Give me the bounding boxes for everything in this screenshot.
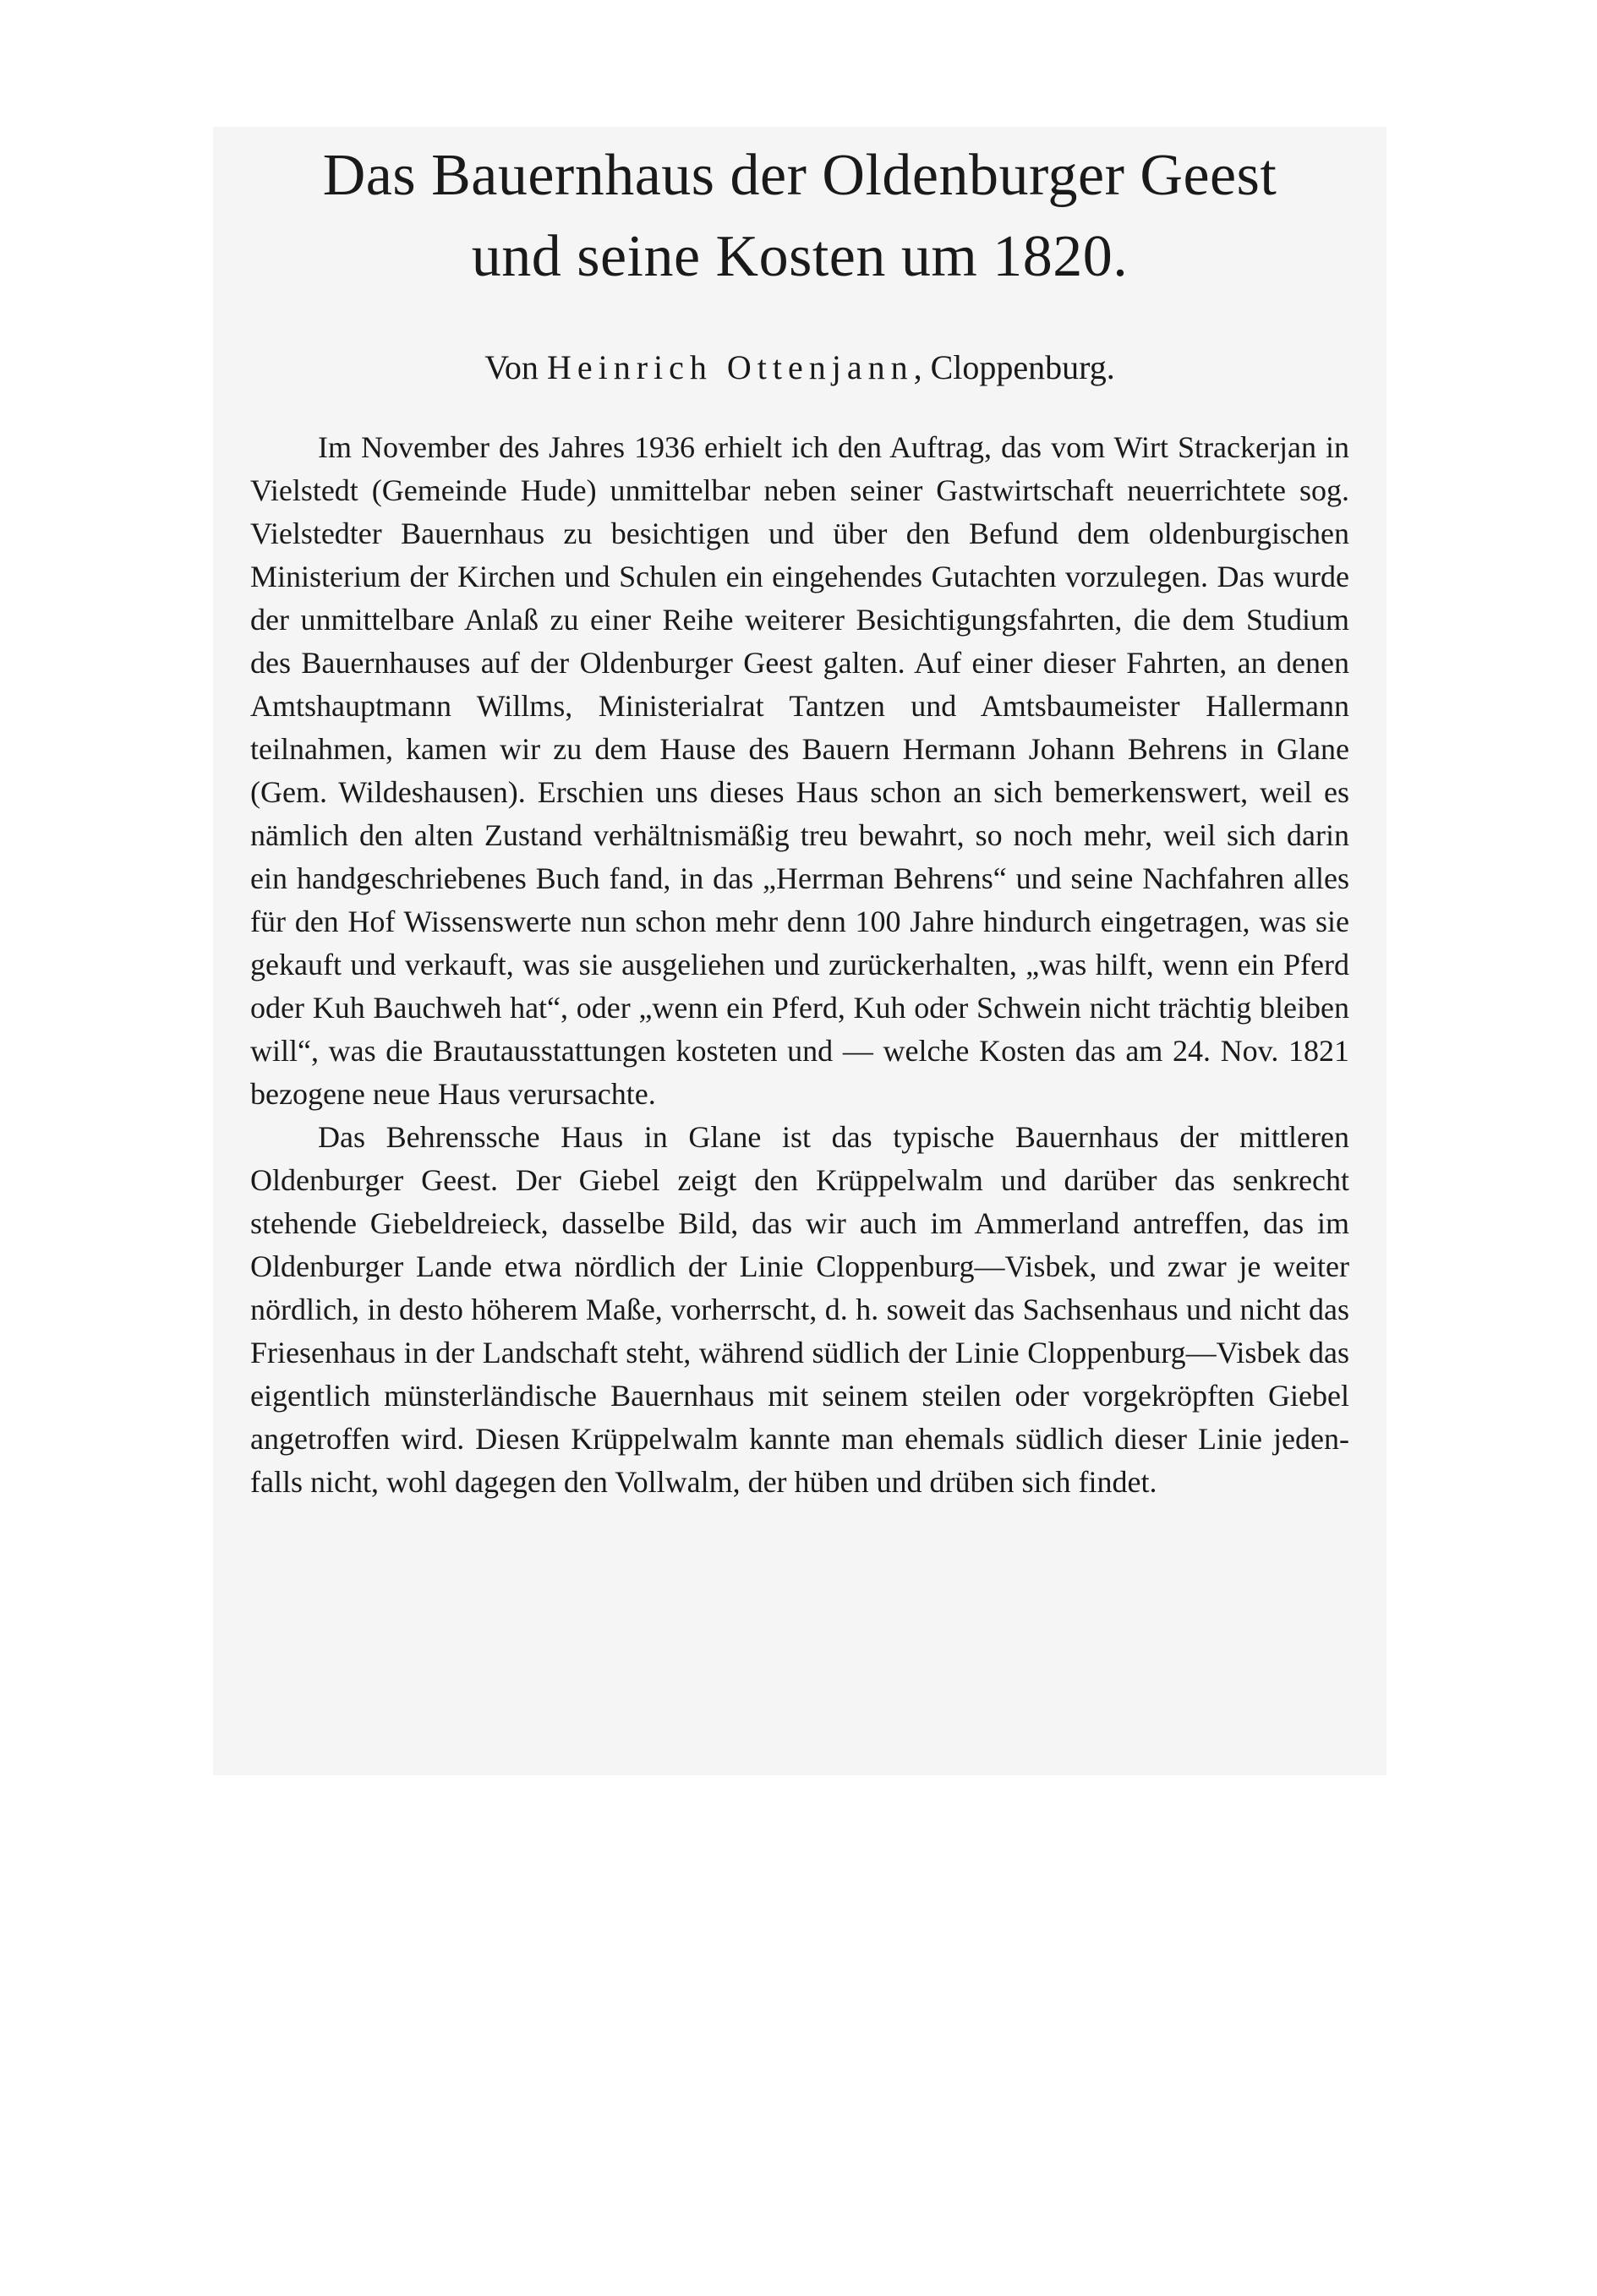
article-page [250, 135, 1349, 1504]
byline-prefix: Von [484, 348, 547, 386]
author-byline [250, 347, 1349, 389]
body-paragraph-1: Im November des Jahres 1936 erhielt ich den Auftrag, das vom Wirt Strackerjan in Vielstedt (Gemeinde Hude) unmittelbar neben seiner Gastwirtschaft neuerrichtete sog. Vielstedter Bauernhaus zu besichtigen und über den Befund dem oldenburgischen Ministerium der Kirchen und Schulen ein eingehendes Gutachten vorzulegen. Das wurde der unmittelbare Anlaß zu einer Reihe weiterer Besichtigungsfahrten, die dem Studium des Bauernhauses auf der Oldenburger Geest galten. Auf einer dieser Fahrten, an denen Amtshauptmann Willms, Ministerialrat Tantzen und Amtsbaumeister Hallermann teilnahmen, kamen wir zu dem Hause des Bauern Hermann Johann Behrens in Glane (Gem. Wildeshausen). Erschien uns dieses Haus schon an sich bemerkenswert, weil es nämlich den alten Zustand verhältnismäßig treu bewahrt, so noch mehr, weil sich darin ein handgeschriebenes Buch fand, in das „Herrman Behrens“ und seine Nachfahren alles für den Hof Wissenswerte nun schon mehr denn 100 Jahre hindurch eingetragen, was sie gekauft und verkauft, was sie ausgeliehen und zurückerhalten, „was hilft, wenn ein Pferd oder Kuh Bauchweh hat“, oder „wenn ein Pferd, Kuh oder Schwein nicht trächtig bleiben will“, was die Brautausstattungen kosteten und — welche Kosten das am 24. Nov. 1821 bezogene neue Haus verursachte. [250, 430, 1349, 1111]
body-paragraph-2: Das Behrenssche Haus in Glane ist das typische Bauernhaus der mittleren Oldenburger Geest. Der Giebel zeigt den Krüppelwalm und darüber das senkrecht stehende Giebeldreieck, dasselbe Bild, das wir auch im Ammerland antreffen, das im Oldenburger Lande etwa nördlich der Linie Cloppenburg—Visbek, und zwar je weiter nördlich, in desto höherem Maße, vorherrscht, d. h. soweit das Sachsenhaus und nicht das Friesenhaus in der Landschaft steht, während südlich der Linie Cloppenburg—Visbek das eigentlich münsterländische Bauernhaus mit seinem steilen oder vorgekröpften Giebel angetroffen wird. Diesen Krüppelwalm kannte man ehemals südlich dieser Linie jedenfalls nicht, wohl dagegen den Vollwalm, der hüben und drüben sich findet. [250, 1120, 1349, 1499]
title-line-1: Das Bauernhaus der Oldenburger Geest [322, 143, 1277, 208]
article-title [250, 135, 1349, 298]
author-name: Heinrich Ottenjann [546, 348, 914, 386]
title-line-2: und seine Kosten um 1820. [471, 224, 1129, 289]
byline-location: , Cloppenburg. [913, 348, 1115, 386]
article-body [250, 426, 1349, 1504]
